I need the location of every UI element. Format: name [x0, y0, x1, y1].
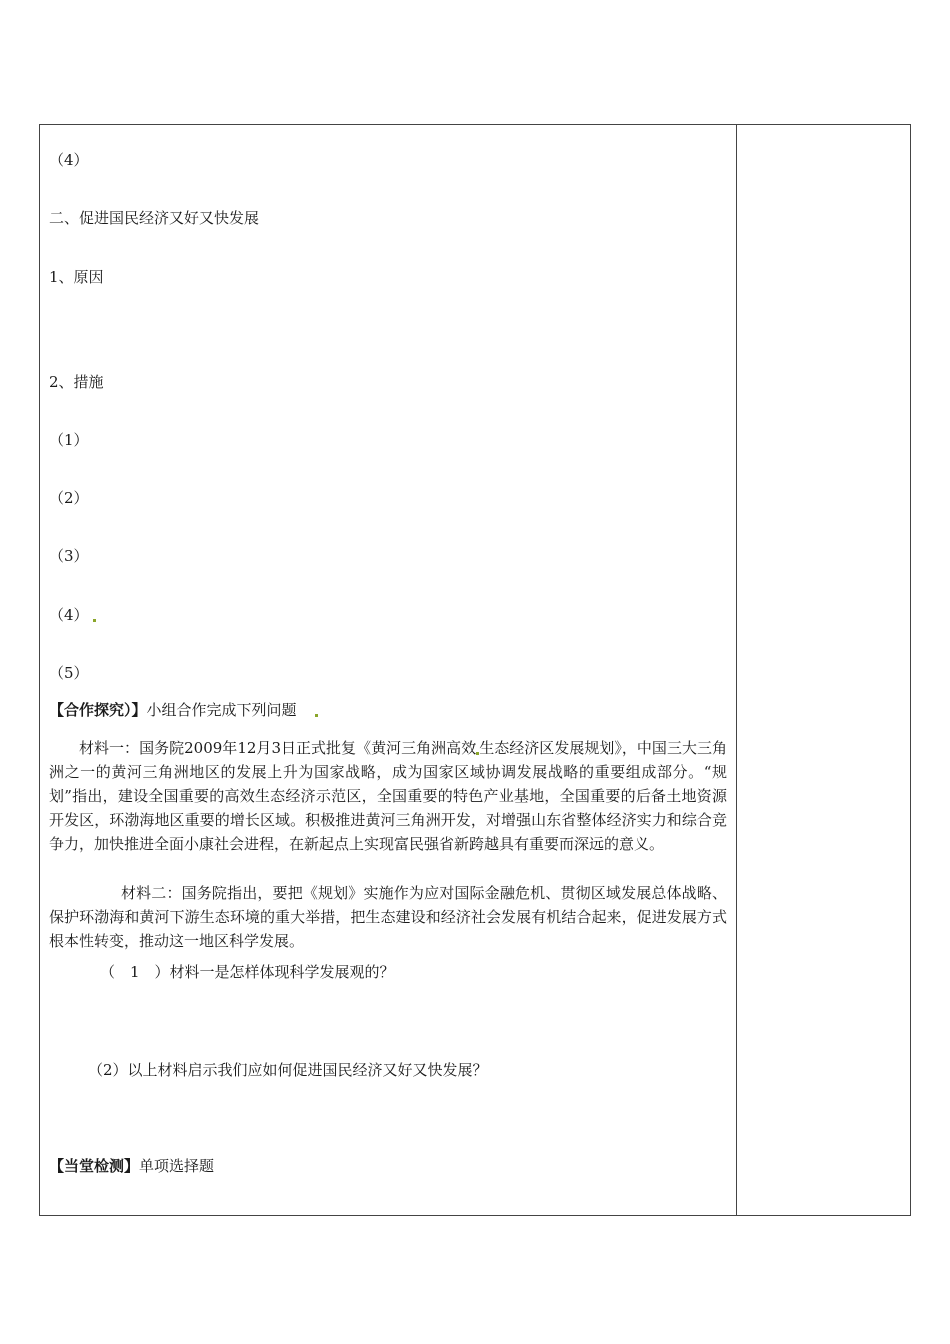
green-dot-mark	[315, 714, 318, 717]
measure-1: （1）	[49, 431, 89, 449]
measure-2: （2）	[49, 489, 89, 507]
subheading-reason: 1、原因	[49, 268, 104, 286]
worksheet-table	[39, 124, 911, 1216]
question-1: （ 1 ）材料一是怎样体现科学发展观的？	[100, 963, 395, 981]
column-divider	[736, 124, 737, 1216]
measure-4: （4）	[49, 605, 96, 625]
subheading-measures: 2、措施	[49, 373, 104, 391]
measure-5: （5）	[49, 664, 89, 682]
green-dot-mark	[93, 619, 96, 622]
material-2-paragraph: 材料二：国务院指出，要把《规划》实施作为应对国际金融危机、贯彻区域发展总体战略、保护环渤海和黄河下游生态环境的重大举措，把生态建设和经济社会发展有机结合起来，促进发展方式根本性转变，推动这一地区科学发展。	[49, 884, 727, 950]
check-heading: 【当堂检测】单项选择题	[49, 1157, 215, 1175]
measure-3: （3）	[49, 547, 89, 565]
item-4-top: （4）	[49, 151, 89, 169]
coop-heading: 【合作探究）】小组合作完成下列问题	[49, 700, 318, 720]
material-1-paragraph: 材料一：国务院2009年12月3日正式批复《黄河三角洲高效 生态经济区发展规划》，中国三大三角洲之一的黄河三角洲地区的发展上升为国家战略，成为国家区域协调发展战略的重要组成部分。“规划”指出，建设全国重要的高效生态经济示范区，全国重要的特色产业基地，全国重要的后备土地资源开发区，环渤海地区重要的增长区域。积极推进黄河三角洲开发，对增强山东省整体经济实力和综合竞争力，加快推进全面小康社会进程，在新起点上实现富民强省新跨越具有重要而深远的意义。	[49, 739, 727, 853]
section-heading-2: 二、促进国民经济又好又快发展	[49, 209, 260, 227]
question-2: （2）以上材料启示我们应如何促进国民经济又好又快发展？	[88, 1061, 488, 1079]
